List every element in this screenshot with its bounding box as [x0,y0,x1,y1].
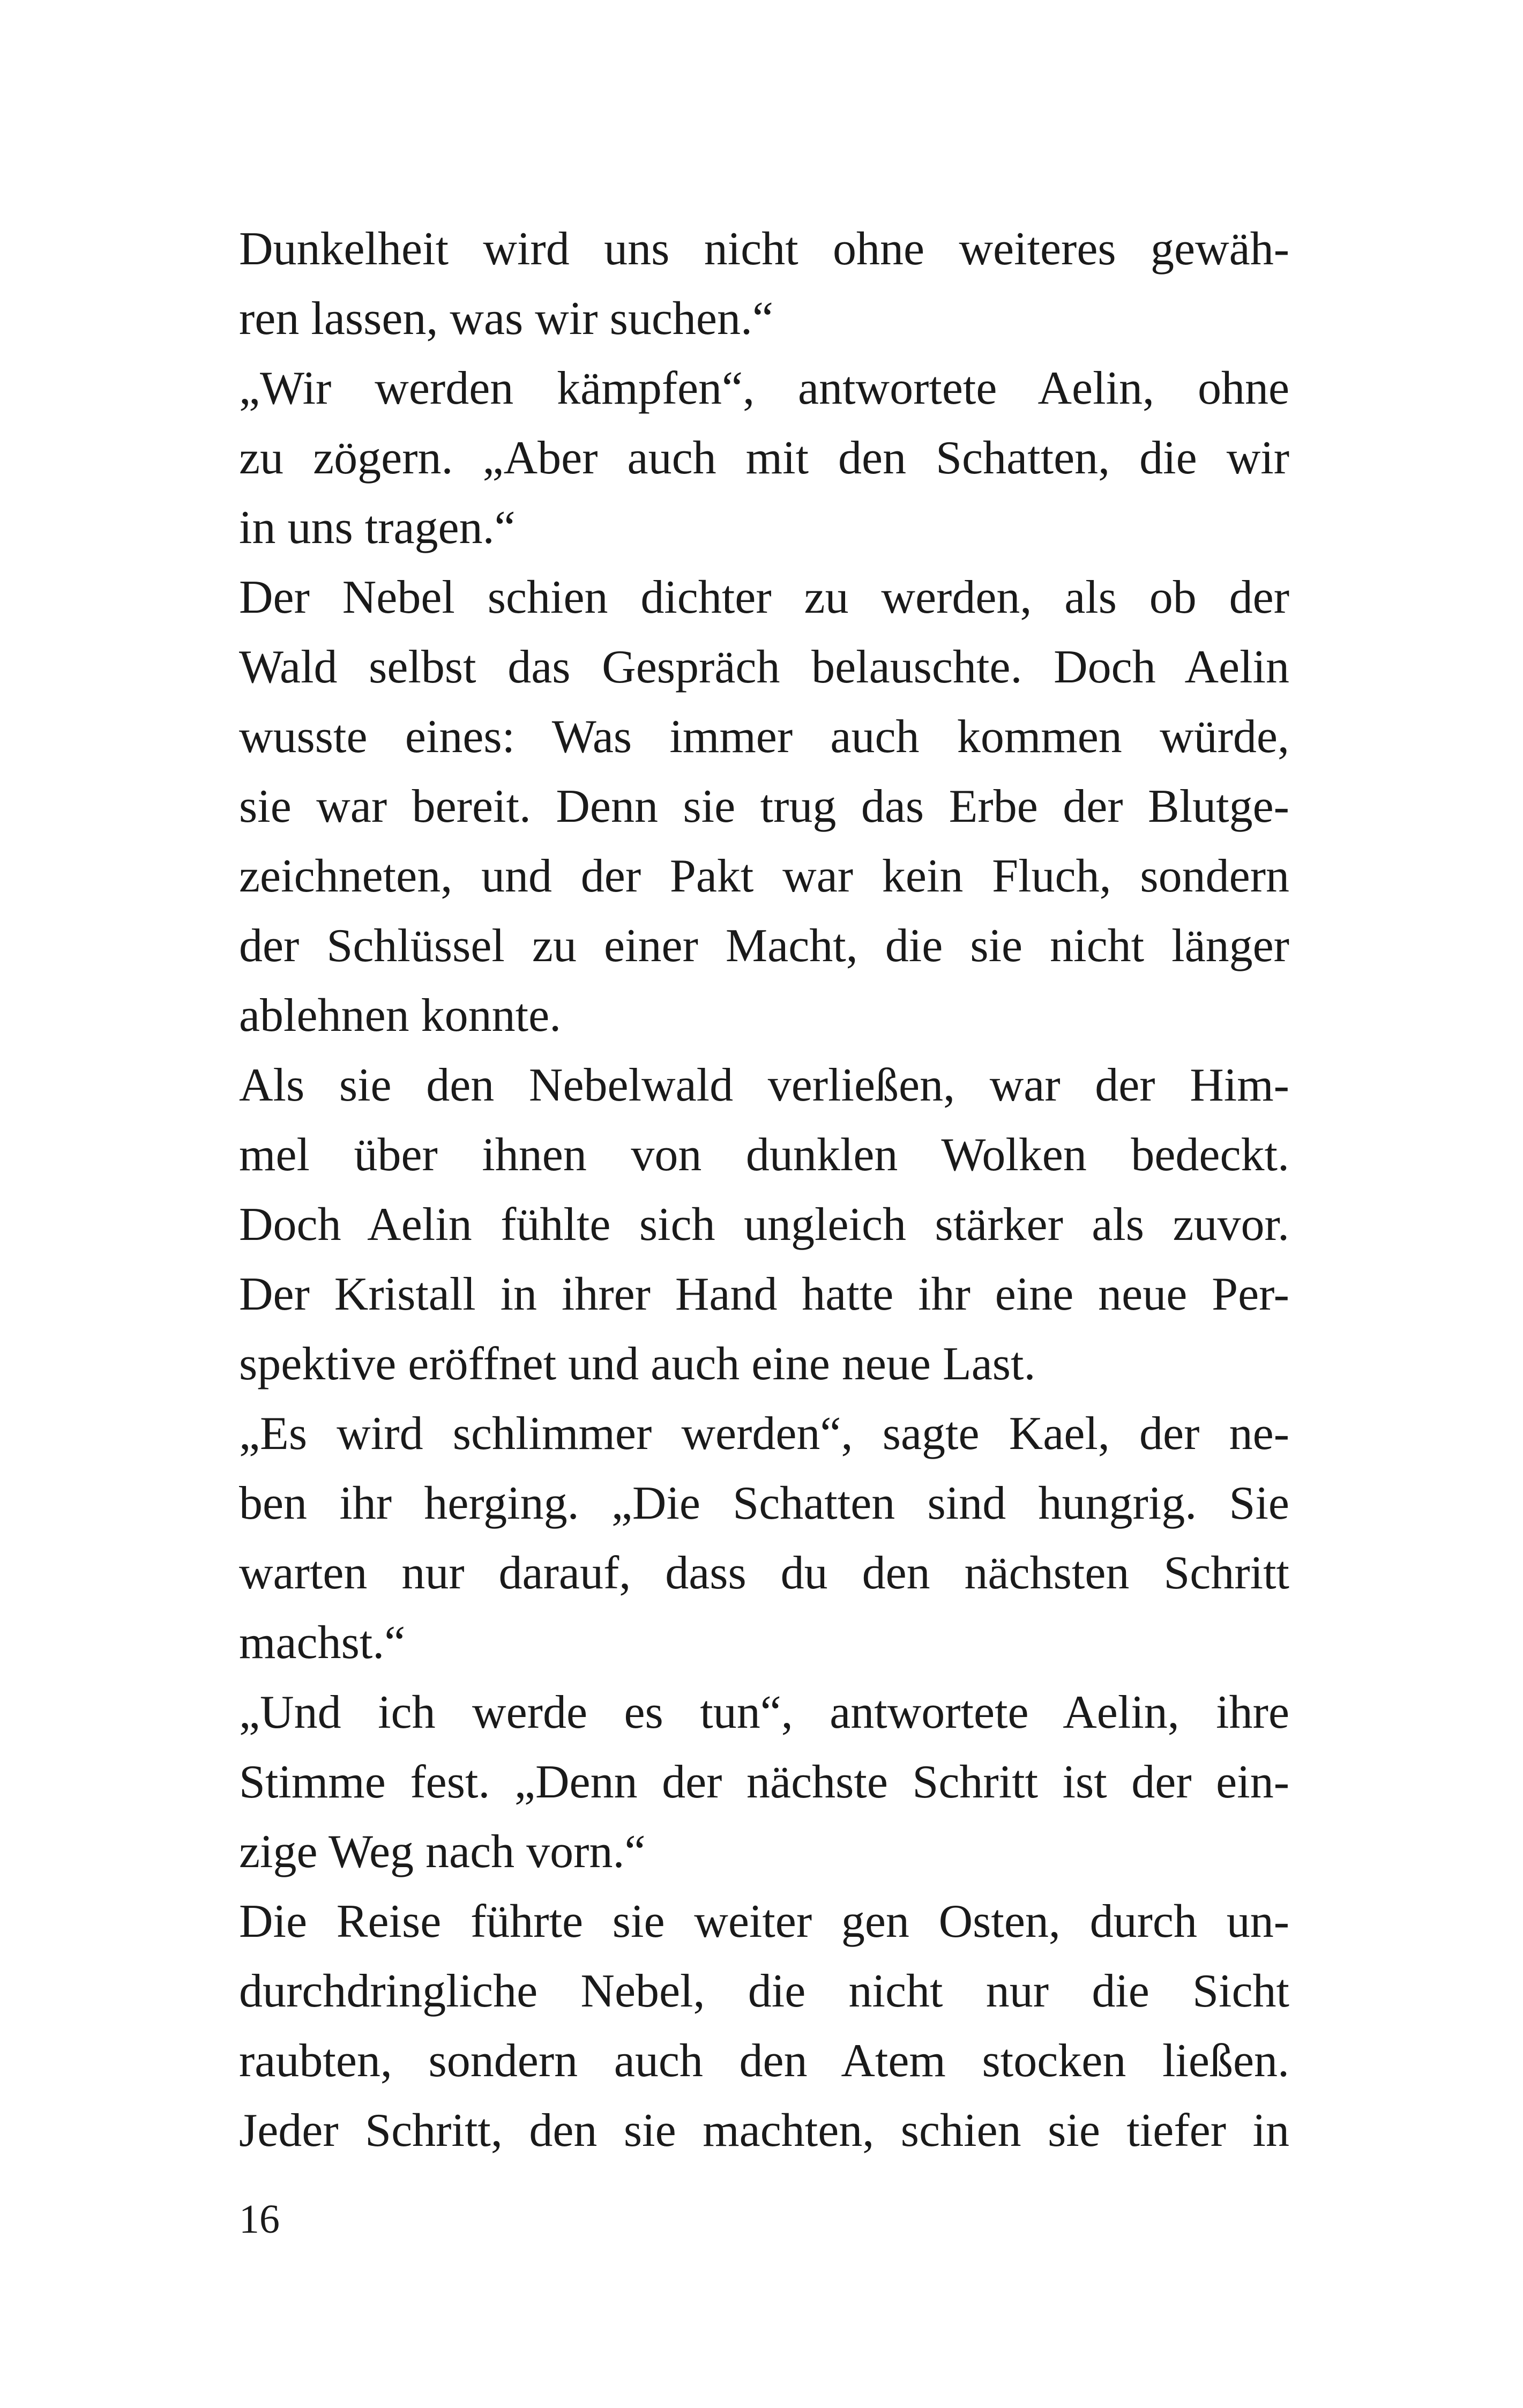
text-line: mel über ihnen von dunklen Wolken bedeckt. [239,1129,1289,1181]
text-line: „Und ich werde es tun“, antwortete Aelin, ihre [239,1686,1289,1738]
text-line: ren lassen, was wir suchen.“ [239,293,774,345]
text-line: zige Weg nach vorn.“ [239,1826,646,1878]
text-line: sie war bereit. Denn sie trug das Erbe der Blutge- [239,781,1289,833]
text-line: Jeder Schritt, den sie machten, schien sie tiefer in [239,2105,1289,2157]
text-line: Als sie den Nebelwald verließen, war der Him- [239,1059,1289,1111]
text-line: zeichneten, und der Pakt war kein Fluch, sondern [239,850,1289,902]
text-line: in uns tragen.“ [239,502,516,554]
text-line: Die Reise führte sie weiter gen Osten, durch un- [239,1896,1289,1948]
page-number: 16 [239,2197,280,2242]
text-line: spektive eröffnet und auch eine neue Last. [239,1338,1036,1390]
text-line: Wald selbst das Gespräch belauschte. Doch Aelin [239,641,1289,693]
text-line: warten nur darauf, dass du den nächsten Schritt [239,1547,1289,1599]
text-line: Stimme fest. „Denn der nächste Schritt ist der ein- [239,1756,1289,1808]
body-text [239,214,1289,2166]
text-line: „Es wird schlimmer werden“, sagte Kael, der ne- [239,1408,1289,1460]
text-line: ben ihr herging. „Die Schatten sind hungrig. Sie [239,1477,1289,1529]
text-line: raubten, sondern auch den Atem stocken ließen. [239,2035,1289,2087]
text-line: der Schlüssel zu einer Macht, die sie nicht länger [239,920,1289,972]
text-line: Dunkelheit wird uns nicht ohne weiteres gewäh- [239,223,1289,275]
text-line: machst.“ [239,1617,406,1669]
text-line: durchdringliche Nebel, die nicht nur die Sicht [239,1965,1289,2017]
text-line: ablehnen konnte. [239,990,562,1042]
text-line: Der Kristall in ihrer Hand hatte ihr eine neue Per- [239,1268,1289,1320]
text-line: Doch Aelin fühlte sich ungleich stärker als zuvor. [239,1199,1289,1251]
text-line: Der Nebel schien dichter zu werden, als ob der [239,571,1289,623]
text-line: „Wir werden kämpfen“, antwortete Aelin, ohne [239,362,1289,414]
text-line: zu zögern. „Aber auch mit den Schatten, die wir [239,432,1289,484]
text-line: wusste eines: Was immer auch kommen würde, [239,711,1289,763]
